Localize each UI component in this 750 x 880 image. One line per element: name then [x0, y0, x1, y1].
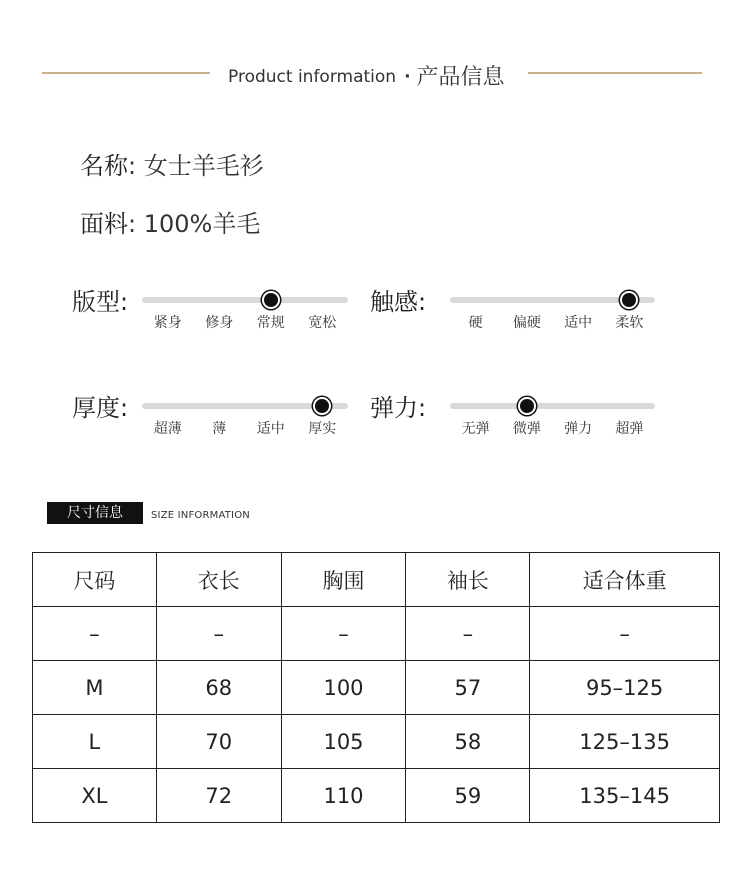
- rating-option: 硬: [468, 315, 483, 331]
- rating-option: 紧身: [153, 315, 182, 331]
- rating-option: 宽松: [308, 315, 337, 331]
- table-cell: –: [156, 607, 281, 661]
- table-cell: 58: [406, 715, 530, 769]
- table-cell: –: [33, 607, 157, 661]
- table-cell: 95–125: [530, 661, 720, 715]
- rating-label: 触感:: [370, 288, 427, 316]
- table-cell: 105: [281, 715, 406, 769]
- table-row: [33, 661, 720, 715]
- info-label: 名称: [80, 152, 128, 180]
- info-value: 女士羊毛衫: [143, 152, 264, 180]
- rating-thickness: [72, 388, 372, 448]
- header-title: [228, 60, 505, 91]
- header-title-cn: 产品信息: [416, 65, 505, 90]
- rating-option: 适中: [564, 315, 593, 331]
- rating-fit: [72, 282, 372, 342]
- info-value: 100%羊毛: [143, 210, 261, 238]
- rating-knob: [620, 291, 638, 309]
- rating-label: 版型:: [72, 288, 129, 316]
- info-label: 面料: [80, 210, 128, 238]
- size-info-tag: 尺寸信息: [47, 502, 143, 524]
- rating-touch: [370, 282, 670, 342]
- table-cell: 68: [156, 661, 281, 715]
- rating-elasticity: [370, 388, 670, 448]
- rating-track: [450, 403, 655, 409]
- table-row: [33, 769, 720, 823]
- rating-option: 适中: [256, 421, 285, 437]
- rating-option: 柔软: [615, 315, 644, 331]
- rating-option: 微弹: [512, 421, 541, 437]
- rating-knob: [518, 397, 536, 415]
- table-cell: 100: [281, 661, 406, 715]
- size-table: [32, 552, 720, 823]
- rating-track: [142, 297, 348, 303]
- size-info-subtitle: SIZE INFORMATION: [151, 510, 250, 521]
- info-name-row: [80, 146, 264, 181]
- rating-option: 薄: [212, 421, 227, 437]
- rating-knob: [262, 291, 280, 309]
- table-cell: 135–145: [530, 769, 720, 823]
- table-cell: 72: [156, 769, 281, 823]
- info-colon: :: [128, 152, 137, 180]
- table-row: [33, 715, 720, 769]
- table-cell: 125–135: [530, 715, 720, 769]
- table-row: [33, 607, 720, 661]
- info-fabric-row: [80, 204, 260, 239]
- rating-option: 常规: [256, 315, 285, 331]
- header-size: 尺码: [33, 553, 157, 607]
- rating-option: 偏硬: [512, 315, 541, 331]
- table-cell: XL: [33, 769, 157, 823]
- rating-option: 弹力: [564, 421, 593, 437]
- size-table-header-row: [33, 553, 720, 607]
- table-cell: 57: [406, 661, 530, 715]
- rating-knob: [313, 397, 331, 415]
- rating-option: 厚实: [308, 421, 337, 437]
- table-cell: –: [530, 607, 720, 661]
- header-separator: ·: [404, 67, 411, 87]
- table-cell: 70: [156, 715, 281, 769]
- rating-label: 厚度:: [72, 394, 129, 422]
- rating-option: 修身: [205, 315, 234, 331]
- header-weight: 适合体重: [530, 553, 720, 607]
- header-sleeve: 袖长: [406, 553, 530, 607]
- table-cell: M: [33, 661, 157, 715]
- rating-option: 超薄: [153, 421, 182, 437]
- header-divider-right: [528, 72, 702, 74]
- table-cell: L: [33, 715, 157, 769]
- header-length: 衣长: [156, 553, 281, 607]
- header-title-en: Product information: [228, 67, 397, 87]
- table-cell: 59: [406, 769, 530, 823]
- header-chest: 胸围: [281, 553, 406, 607]
- table-cell: –: [406, 607, 530, 661]
- info-colon: :: [128, 210, 137, 238]
- rating-option: 超弹: [615, 421, 644, 437]
- rating-option: 无弹: [461, 421, 490, 437]
- rating-label: 弹力:: [370, 394, 427, 422]
- table-cell: 110: [281, 769, 406, 823]
- header-divider-left: [42, 72, 210, 74]
- table-cell: –: [281, 607, 406, 661]
